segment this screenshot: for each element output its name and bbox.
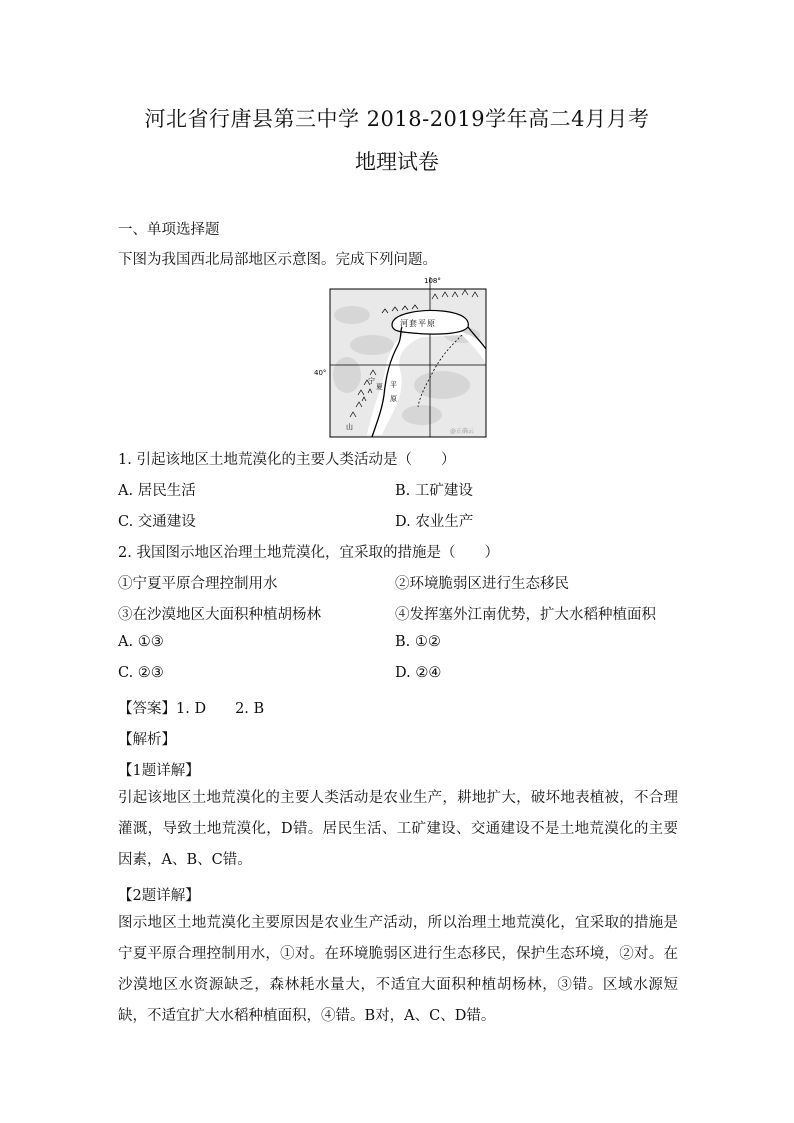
document-subtitle: 地理试卷 xyxy=(355,150,439,174)
detail-2-text: 图示地区土地荒漠化主要原因是农业生产活动，所以治理土地荒漠化，宜采取的措施是宁夏平原合理控制用水，①对。在环境脆弱区进行生态移民，保护生态环境，②对。在沙漠地区水资源缺乏，森林耗水量大，不适宜大面积种植胡杨林，③错。区域水源短缺，不适宜扩大水稻种植面积，④错。B对，A、C、D错。 xyxy=(118,915,678,1024)
question-2-option-a: A. ①③ xyxy=(118,634,164,650)
question-2-item-3: ③在沙漠地区大面积种植胡杨林 xyxy=(118,607,321,623)
question-2-option-d: D. ②④ xyxy=(395,665,442,681)
question-1-option-b: B. 工矿建设 xyxy=(395,483,473,499)
question-1-stem: 1. 引起该地区土地荒漠化的主要人类活动是（ ） xyxy=(118,452,456,468)
question-2-stem: 2. 我国图示地区治理土地荒漠化，宜采取的措施是（ ） xyxy=(118,545,499,561)
ningxia-label-4: 原 xyxy=(390,395,397,403)
analysis-heading: 【解析】 xyxy=(118,732,176,748)
question-intro: 下图为我国西北局部地区示意图。完成下列问题。 xyxy=(118,252,437,268)
section-heading: 一、单项选择题 xyxy=(118,222,220,238)
question-2-item-1: ①宁夏平原合理控制用水 xyxy=(118,576,278,592)
ningxia-label-2: 夏 xyxy=(376,383,383,391)
ningxia-label-3: 平 xyxy=(390,381,397,389)
shan-label: 山 xyxy=(346,423,353,431)
detail-1-heading: 【1题详解】 xyxy=(118,763,200,779)
ningxia-label-1: 宁 xyxy=(368,377,375,385)
question-2-option-c: C. ②③ xyxy=(118,665,164,681)
northwest-china-map xyxy=(312,275,488,440)
longitude-label: 108° xyxy=(424,277,441,285)
detail-1-text: 引起该地区土地荒漠化的主要人类活动是农业生产，耕地扩大，破坏地表植被，不合理灌溉，导致土地荒漠化，D错。居民生活、工矿建设、交通建设不是土地荒漠化的主要因素，A、B、C错。 xyxy=(118,790,678,868)
question-2-item-2: ②环境脆弱区进行生态移民 xyxy=(395,576,569,592)
question-2-option-b: B. ①② xyxy=(395,634,441,650)
hetao-plain-label: 河套平原 xyxy=(400,319,436,328)
question-2-item-4: ④发挥塞外江南优势，扩大水稻种植面积 xyxy=(395,607,656,623)
watermark-text: @正确云 xyxy=(450,428,475,435)
detail-2-heading: 【2题详解】 xyxy=(118,888,200,904)
document-title: 河北省行唐县第三中学 2018-2019学年高二4月月考 xyxy=(144,107,650,131)
question-1-option-a: A. 居民生活 xyxy=(118,483,196,499)
question-1-option-c: C. 交通建设 xyxy=(118,514,196,530)
answer-line: 【答案】1. D 2. B xyxy=(118,701,265,717)
question-1-option-d: D. 农业生产 xyxy=(395,514,474,530)
latitude-label: 40° xyxy=(314,369,327,377)
